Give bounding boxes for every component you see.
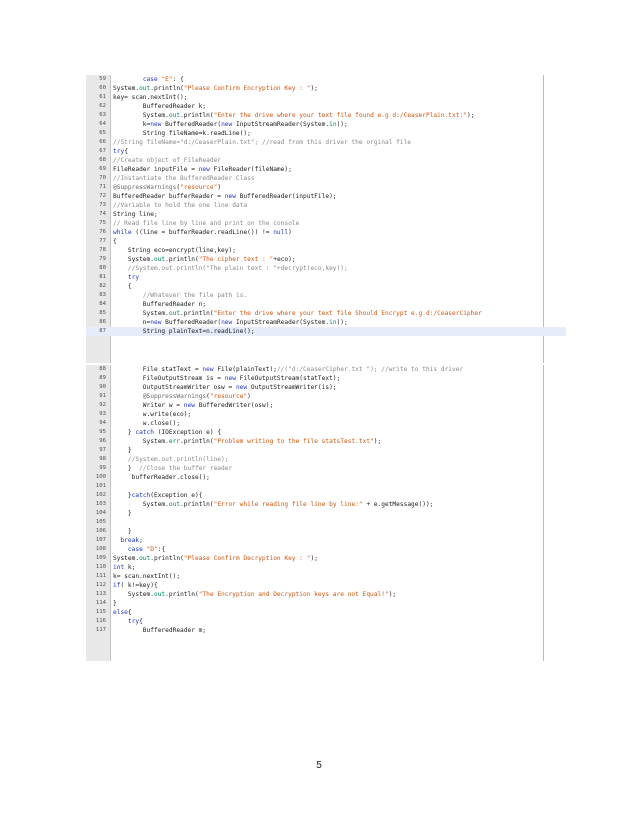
line-number: 111 xyxy=(95,573,106,579)
code-line xyxy=(86,237,566,246)
code-line xyxy=(86,365,566,374)
code-text: } //Close the buffer reader xyxy=(113,465,233,472)
code-text: n=new BufferedReader(new InputStreamReader(System.in)); xyxy=(113,319,348,326)
code-line xyxy=(86,201,566,210)
code-text: File statText = new File(plainText);//("d:/CeaserCipher.txt "); //write to this driver xyxy=(113,366,464,373)
code-line xyxy=(86,410,566,419)
line-number: 79 xyxy=(99,256,106,262)
line-number: 93 xyxy=(99,411,106,417)
line-number: 86 xyxy=(99,319,106,325)
line-number: 65 xyxy=(99,130,106,136)
code-line xyxy=(86,120,566,129)
code-line xyxy=(86,327,566,336)
code-text: System.out.println("Enter the drive where your text file Should Encrypt e.g d:/CeaserCipher xyxy=(113,310,482,317)
line-number: 78 xyxy=(99,247,106,253)
code-text: System.out.println("Please Confirm Decryption Key : "); xyxy=(113,555,318,562)
line-number: 109 xyxy=(95,555,106,561)
code-text: System.out.println("The Encryption and Decryption keys are not Equal!"); xyxy=(113,591,397,598)
line-number: 99 xyxy=(99,465,106,471)
code-line xyxy=(86,264,566,273)
code-text: String plainText=n.readLine(); xyxy=(113,328,255,335)
code-line xyxy=(86,318,566,327)
code-text: try{ xyxy=(113,148,128,155)
code-text: key= scan.nextInt(); xyxy=(113,94,188,101)
code-text: try{ xyxy=(127,618,143,625)
code-line xyxy=(86,84,566,93)
line-number: 113 xyxy=(95,591,106,597)
code-text: break; xyxy=(120,537,143,544)
code-text: w.write(eco); xyxy=(113,411,192,418)
code-line xyxy=(86,473,566,482)
code-line xyxy=(86,309,566,318)
code-text: bufferReader.close(); xyxy=(113,474,210,481)
code-screenshot-bottom xyxy=(86,365,566,661)
line-number: 76 xyxy=(99,229,106,235)
line-number: 69 xyxy=(99,166,106,172)
code-text: FileOutputStream is = new FileOutputStream(statText); xyxy=(113,375,341,382)
line-number: 62 xyxy=(99,103,106,109)
code-line xyxy=(86,392,566,401)
code-text: { xyxy=(113,283,132,290)
line-number: 64 xyxy=(99,121,106,127)
code-text: } xyxy=(113,510,132,517)
line-number: 71 xyxy=(99,184,106,190)
line-number: 87 xyxy=(99,328,106,334)
code-text: } catch (IOException e) { xyxy=(113,429,222,436)
code-line xyxy=(86,210,566,219)
code-line xyxy=(86,590,566,599)
code-line xyxy=(86,255,566,264)
line-number: 77 xyxy=(99,238,106,244)
line-number: 92 xyxy=(99,402,106,408)
code-text: try xyxy=(127,274,140,281)
line-number: 114 xyxy=(95,600,106,606)
line-number: 73 xyxy=(99,202,106,208)
line-number: 84 xyxy=(99,301,106,307)
code-line xyxy=(86,563,566,572)
code-text: w.close(); xyxy=(113,420,181,427)
code-text: //Whatever the file path is. xyxy=(142,292,248,299)
line-number: 101 xyxy=(95,483,106,489)
code-line xyxy=(86,572,566,581)
code-line xyxy=(86,437,566,446)
code-line xyxy=(86,419,566,428)
code-text: int k; xyxy=(113,564,136,571)
line-number: 104 xyxy=(95,510,106,516)
code-line xyxy=(86,273,566,282)
code-text: { xyxy=(113,238,117,245)
line-number: 75 xyxy=(99,220,106,226)
code-screenshot-top xyxy=(86,75,566,363)
line-number: 110 xyxy=(95,564,106,570)
code-text: BufferedReader bufferReader = new BufferedReader(inputFile); xyxy=(113,193,337,200)
code-line xyxy=(86,482,566,491)
line-number: 74 xyxy=(99,211,106,217)
code-text: BufferedReader n; xyxy=(113,301,207,308)
code-lines xyxy=(86,365,566,635)
code-line xyxy=(86,518,566,527)
code-line xyxy=(86,599,566,608)
code-text: @SuppressWarnings("resource") xyxy=(142,393,251,400)
code-text: //String fileName="d:/CeaserPlain.txt"; //read from this driver the orginal file xyxy=(113,139,412,146)
code-line xyxy=(86,183,566,192)
code-text: BufferedReader k; xyxy=(113,103,207,110)
code-text: System.out.println("Enter the drive where your text file found e.g d:/CeaserPlain.txt:"); xyxy=(113,112,475,119)
line-number: 63 xyxy=(99,112,106,118)
line-number: 94 xyxy=(99,420,106,426)
line-number: 83 xyxy=(99,292,106,298)
line-number: 102 xyxy=(95,492,106,498)
code-line xyxy=(86,464,566,473)
code-text: k=new BufferedReader(new InputStreamReader(System.in)); xyxy=(113,121,348,128)
line-number: 100 xyxy=(95,474,106,480)
line-number: 66 xyxy=(99,139,106,145)
code-text: } xyxy=(113,528,132,535)
code-text: BufferedReader m; xyxy=(113,627,207,634)
line-number: 96 xyxy=(99,438,106,444)
line-number: 80 xyxy=(99,265,106,271)
line-number: 81 xyxy=(99,274,106,280)
code-text: Writer w = new BufferedWriter(osw); xyxy=(113,402,274,409)
line-number: 89 xyxy=(99,375,106,381)
line-number: 112 xyxy=(95,582,106,588)
code-line xyxy=(86,156,566,165)
code-line xyxy=(86,219,566,228)
code-line xyxy=(86,401,566,410)
line-number: 97 xyxy=(99,447,106,453)
code-line xyxy=(86,93,566,102)
code-line xyxy=(86,75,566,84)
line-number: 85 xyxy=(99,310,106,316)
code-text: //Create object of FileReader xyxy=(113,157,222,164)
code-text: String eco=encrypt(line,key); xyxy=(113,247,236,254)
code-line xyxy=(86,608,566,617)
code-line xyxy=(86,300,566,309)
code-text: }catch(Exception e){ xyxy=(113,492,203,499)
line-number: 61 xyxy=(99,94,106,100)
code-line xyxy=(86,545,566,554)
code-line xyxy=(86,581,566,590)
line-number: 105 xyxy=(95,519,106,525)
code-text: String fileName=k.readLine(); xyxy=(113,130,251,137)
code-line xyxy=(86,102,566,111)
code-text: case "E": { xyxy=(142,76,184,83)
code-text: while ((line = bufferReader.readLine()) != null) xyxy=(113,229,292,236)
code-text: System.out.println("Please Confirm Encryption Key : "); xyxy=(113,85,318,92)
code-text: System.out.println("The cipher text : "+eco); xyxy=(113,256,296,263)
line-number: 59 xyxy=(99,76,106,82)
code-line xyxy=(86,291,566,300)
line-number: 82 xyxy=(99,283,106,289)
code-line xyxy=(86,536,566,545)
page-number: 5 xyxy=(316,760,322,771)
code-line xyxy=(86,509,566,518)
code-line xyxy=(86,282,566,291)
code-line xyxy=(86,129,566,138)
code-text: System.out.println("Error while reading file line by line:" + e.getMessage()); xyxy=(113,501,434,508)
line-number: 117 xyxy=(95,627,106,633)
code-text: k= scan.nextInt(); xyxy=(113,573,181,580)
code-line xyxy=(86,500,566,509)
line-number: 115 xyxy=(95,609,106,615)
code-text: //System.out.println(line); xyxy=(127,456,229,463)
code-text: } xyxy=(113,447,132,454)
code-text: //System.out.println("The plain text : "+decrypt(eco,key)); xyxy=(127,265,348,272)
line-number: 107 xyxy=(95,537,106,543)
line-number: 98 xyxy=(99,456,106,462)
code-line xyxy=(86,383,566,392)
code-line xyxy=(86,527,566,536)
line-number: 70 xyxy=(99,175,106,181)
line-number: 67 xyxy=(99,148,106,154)
line-number: 72 xyxy=(99,193,106,199)
code-line xyxy=(86,192,566,201)
code-line xyxy=(86,374,566,383)
line-number: 108 xyxy=(95,546,106,552)
code-line xyxy=(86,138,566,147)
code-line xyxy=(86,165,566,174)
code-text: OutputStreamWriter osw = new OutputStreamWriter(is); xyxy=(113,384,337,391)
code-text: FileReader inputFile = new FileReader(fileName); xyxy=(113,166,292,173)
line-number: 103 xyxy=(95,501,106,507)
line-number: 68 xyxy=(99,157,106,163)
code-text: @SuppressWarnings("resource") xyxy=(113,184,222,191)
code-line xyxy=(86,228,566,237)
line-number: 95 xyxy=(99,429,106,435)
code-text: String line; xyxy=(113,211,158,218)
code-line xyxy=(86,111,566,120)
code-lines xyxy=(86,75,566,336)
code-text: case "D":{ xyxy=(127,546,166,553)
code-text: if( k!=key){ xyxy=(113,582,158,589)
line-number: 91 xyxy=(99,393,106,399)
code-line xyxy=(86,428,566,437)
line-number: 88 xyxy=(99,366,106,372)
code-line xyxy=(86,174,566,183)
code-line xyxy=(86,626,566,635)
code-text: else{ xyxy=(113,609,132,616)
line-number: 60 xyxy=(99,85,106,91)
code-line xyxy=(86,617,566,626)
code-line xyxy=(86,147,566,156)
line-number: 90 xyxy=(99,384,106,390)
line-number: 116 xyxy=(95,618,106,624)
code-line xyxy=(86,554,566,563)
code-text: // Read file line by line and print on the console xyxy=(113,220,300,227)
code-text: } xyxy=(113,600,117,607)
code-line xyxy=(86,446,566,455)
code-text: System.err.println("Problem writing to the file statsTest.txt"); xyxy=(113,438,382,445)
code-line xyxy=(86,455,566,464)
code-line xyxy=(86,491,566,500)
code-text: //Instantiate the BufferedReader Class xyxy=(113,175,255,182)
code-text: //Variable to hold the one line data xyxy=(113,202,248,209)
line-number: 106 xyxy=(95,528,106,534)
code-line xyxy=(86,246,566,255)
